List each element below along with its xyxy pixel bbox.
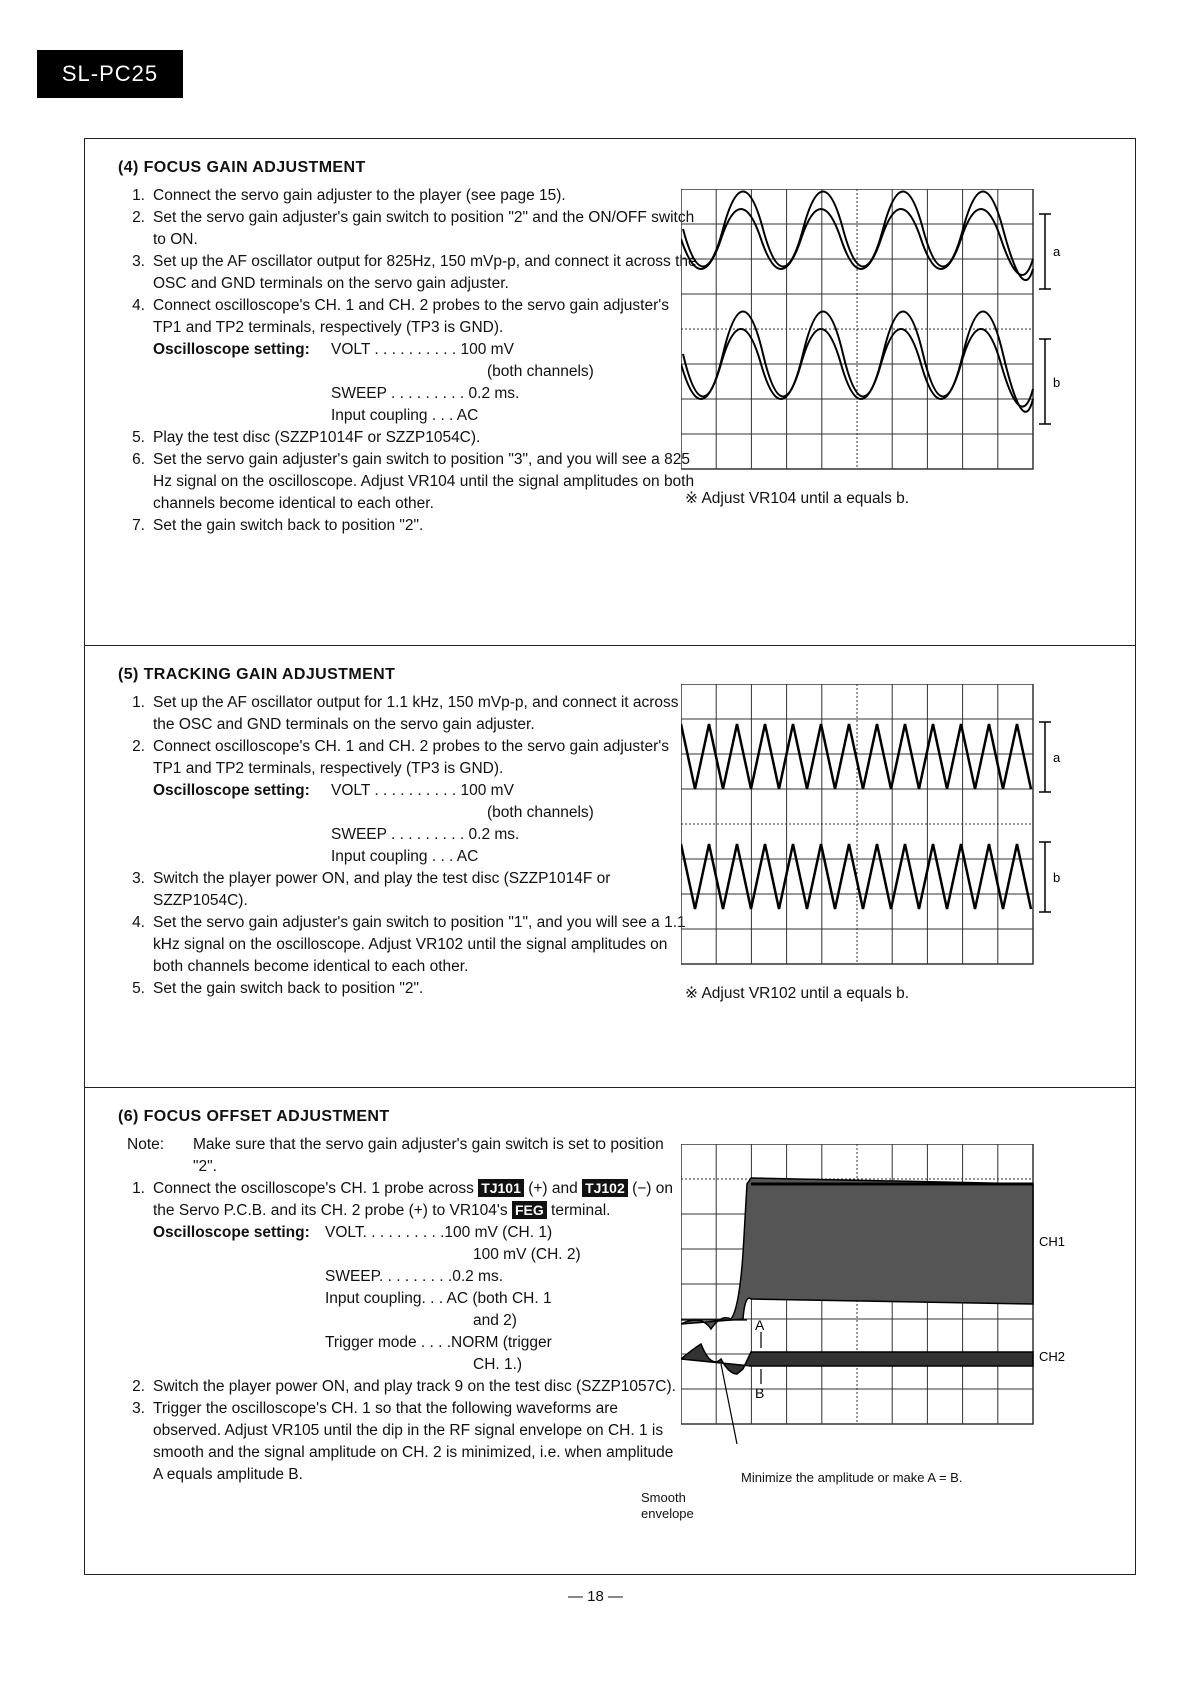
label-b: b bbox=[1053, 375, 1061, 390]
step: 2. Switch the player power ON, and play track 9 on the test disc (SZZP1057C). bbox=[132, 1378, 676, 1395]
oscilloscope-setting: Oscilloscope setting: VOLT . . . . . . . . . . 100 mV (both channels) SWEEP . . . . . . . . . 0.2 ms. Input coupling . . . AC bbox=[153, 341, 594, 424]
step: 3. Switch the player power ON, and play the test disc (SZZP1014F or SZZP1054C). bbox=[132, 870, 611, 909]
tag-tj102: TJ102 bbox=[582, 1179, 628, 1197]
instructions bbox=[117, 692, 697, 1000]
oscilloscope-setting: Oscilloscope setting: VOLT. . . . . . . . . .100 mV (CH. 1) 100 mV (CH. 2) SWEEP. . . . . . . . .0.2 ms. Input coupling. . . AC (both CH. 1 and 2) Trigger mode . . . .NORM (trigger CH. 1.) bbox=[153, 1224, 581, 1373]
diagram-caption: ※ Adjust VR104 until a equals b. bbox=[685, 490, 910, 507]
section-focus-offset bbox=[85, 1088, 1135, 1574]
label-ch2: CH2 bbox=[1039, 1349, 1066, 1364]
label-a: a bbox=[1053, 750, 1061, 765]
oscilloscope-diagram bbox=[681, 684, 1061, 974]
section-heading: (4) FOCUS GAIN ADJUSTMENT bbox=[118, 159, 366, 176]
waveform-ch1 bbox=[681, 724, 1031, 789]
step: 3. Trigger the oscilloscope's CH. 1 so that the following waveforms are observed. Adjust VR105 until the dip in the RF signal envelope on CH. 1 is smooth and the signal amplitude on CH. 2 is minimized, i.e. when amplitude A equals amplitude B. bbox=[132, 1400, 674, 1483]
content-frame bbox=[84, 138, 1136, 1575]
waveform-ch1 bbox=[681, 192, 1033, 281]
step: 2. Set the servo gain adjuster's gain switch to position "2" and the ON/OFF switch to ON. bbox=[132, 209, 695, 248]
step: 4. Connect oscilloscope's CH. 1 and CH. 2 probes to the servo gain adjuster's TP1 and TP2 terminals, respectively (TP3 is GND). bbox=[132, 297, 669, 336]
label-A: A bbox=[755, 1317, 765, 1333]
diagram-caption: Minimize the amplitude or make A = B. bbox=[741, 1470, 963, 1485]
oscilloscope-diagram bbox=[681, 1144, 1101, 1444]
step: 1. Connect the oscilloscope's CH. 1 probe across TJ101 (+) and TJ102 (−) on the Servo P.C.B. and its CH. 2 probe (+) to VR104's FEG terminal. bbox=[132, 1180, 674, 1219]
note: Note: Make sure that the servo gain adjuster's gain switch is set to position "2". bbox=[127, 1136, 664, 1175]
waveform-ch1 bbox=[681, 1178, 1033, 1329]
oscilloscope-setting: Oscilloscope setting: VOLT . . . . . . . . . . 100 mV (both channels) SWEEP . . . . . . . . . 0.2 ms. Input coupling . . . AC bbox=[153, 782, 594, 865]
page-number: — 18 — bbox=[567, 1588, 624, 1605]
label-ch1: CH1 bbox=[1039, 1234, 1066, 1249]
label-a: a bbox=[1053, 244, 1061, 259]
section-heading: (6) FOCUS OFFSET ADJUSTMENT bbox=[118, 1108, 390, 1125]
label-B: B bbox=[755, 1385, 765, 1401]
step: 4. Set the servo gain adjuster's gain switch to position "1", and you will see a 1.1 kHz signal on the oscilloscope. Adjust VR102 until the signal amplitudes on both channels become identical to each other. bbox=[132, 914, 686, 975]
step: 5. Play the test disc (SZZP1014F or SZZP1054C). bbox=[132, 429, 481, 446]
tag-feg: FEG bbox=[512, 1201, 547, 1219]
oscilloscope-diagram bbox=[681, 189, 1061, 479]
step: 1. Set up the AF oscillator output for 1.1 kHz, 150 mVp-p, and connect it across the OSC and GND terminals on the servo gain adjuster. bbox=[132, 694, 679, 733]
step: 5. Set the gain switch back to position "2". bbox=[132, 980, 424, 997]
diagram-caption: ※ Adjust VR102 until a equals b. bbox=[685, 985, 910, 1002]
section-heading: (5) TRACKING GAIN ADJUSTMENT bbox=[118, 666, 396, 683]
label-b: b bbox=[1053, 870, 1061, 885]
smooth-envelope-note: Smooth envelope bbox=[641, 1490, 694, 1521]
instructions bbox=[117, 1134, 677, 1486]
step: 2. Connect oscilloscope's CH. 1 and CH. 2 probes to the servo gain adjuster's TP1 and TP2 terminals, respectively (TP3 is GND). bbox=[132, 738, 669, 777]
section-tracking-gain bbox=[85, 646, 1135, 1088]
step: 3. Set up the AF oscillator output for 825Hz, 150 mVp-p, and connect it across the OSC and GND terminals on the servo gain adjuster. bbox=[132, 253, 697, 292]
section-focus-gain bbox=[85, 139, 1135, 646]
model-badge: SL-PC25 bbox=[37, 50, 183, 98]
instructions bbox=[117, 185, 697, 537]
step: 1. Connect the servo gain adjuster to the player (see page 15). bbox=[132, 187, 566, 204]
step: 6. Set the servo gain adjuster's gain switch to position "3", and you will see a 825 Hz signal on the oscilloscope. Adjust VR104 until the signal amplitudes on both channels become identical to each other. bbox=[132, 451, 695, 512]
tag-tj101: TJ101 bbox=[478, 1179, 524, 1197]
waveform-ch2 bbox=[681, 844, 1031, 909]
step: 7. Set the gain switch back to position "2". bbox=[132, 517, 424, 534]
